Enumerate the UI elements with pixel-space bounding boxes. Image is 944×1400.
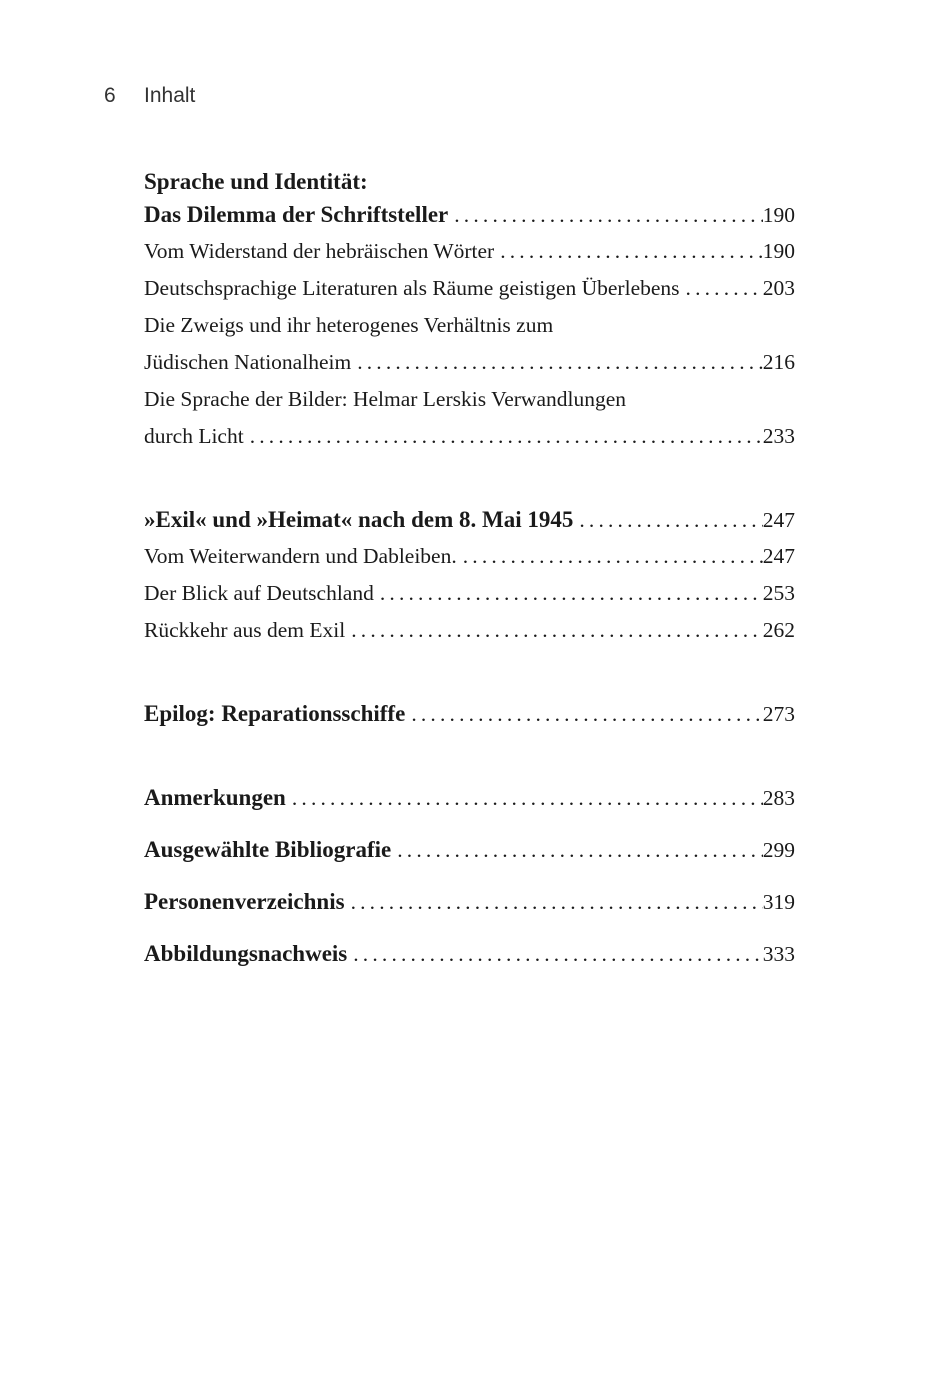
toc-entry-title: Rückkehr aus dem Exil: [144, 618, 346, 642]
toc-section-title: Ausgewählte Bibliografie: [144, 837, 392, 862]
dot-leader: [405, 704, 762, 726]
toc-page-number: 247: [762, 544, 795, 568]
dot-leader: [573, 510, 762, 532]
page-number: 6: [104, 84, 116, 107]
toc-entry[interactable]: [144, 583, 795, 605]
toc-entry[interactable]: [144, 546, 795, 568]
toc-entry: [144, 315, 795, 337]
dot-leader: [347, 944, 763, 966]
toc-section-heading[interactable]: [144, 838, 795, 862]
toc-page-number: 233: [762, 424, 795, 448]
toc-entry-title: Die Sprache der Bilder: Helmar Lerskis Verwandlungen: [144, 387, 627, 411]
toc-section-heading: [144, 170, 795, 193]
toc-entry[interactable]: [144, 278, 795, 300]
toc-section-heading[interactable]: [144, 203, 795, 227]
dot-leader: [457, 546, 763, 568]
toc-entry-title: durch Licht: [144, 424, 244, 448]
toc-entry[interactable]: [144, 352, 795, 374]
toc-entry-title: Deutschsprachige Literaturen als Räume geistigen Überlebens: [144, 276, 680, 300]
toc-entry-title: Jüdischen Nationalheim: [144, 350, 352, 374]
toc-page-number: 262: [762, 618, 795, 642]
toc-page-number: 190: [762, 203, 795, 227]
toc-entry: [144, 389, 795, 411]
toc-section-title: Abbildungsnachweis: [144, 941, 348, 966]
toc-section-heading[interactable]: [144, 786, 795, 810]
toc-entry-title: Die Zweigs und ihr heterogenes Verhältnis zum: [144, 313, 554, 337]
toc-page-number: 247: [762, 508, 795, 532]
dot-leader: [286, 788, 763, 810]
toc-page-number: 319: [762, 890, 795, 914]
dot-leader: [680, 278, 763, 300]
toc-page-number: 273: [762, 702, 795, 726]
toc-entry-title: Vom Weiterwandern und Dableiben.: [144, 544, 457, 568]
toc-entry[interactable]: [144, 620, 795, 642]
dot-leader: [494, 241, 763, 263]
toc-section-title: »Exil« und »Heimat« nach dem 8. Mai 1945: [144, 507, 574, 532]
running-head-title: Inhalt: [144, 84, 196, 107]
dot-leader: [345, 620, 763, 642]
dot-leader: [391, 840, 763, 862]
toc-entry[interactable]: [144, 241, 795, 263]
toc-page-number: 299: [762, 838, 795, 862]
toc-section-heading[interactable]: [144, 890, 795, 914]
toc-section-title: Personenverzeichnis: [144, 889, 345, 914]
toc-page-number: 333: [762, 942, 795, 966]
dot-leader: [244, 426, 763, 448]
toc-section-title: Anmerkungen: [144, 785, 286, 810]
dot-leader: [345, 892, 763, 914]
toc-section-heading[interactable]: [144, 702, 795, 726]
dot-leader: [351, 352, 763, 374]
toc-entry[interactable]: [144, 426, 795, 448]
toc-section-title: Das Dilemma der Schriftsteller: [144, 202, 449, 227]
toc-section-heading[interactable]: [144, 942, 795, 966]
toc-page-number: 283: [762, 786, 795, 810]
toc-page-number: 216: [762, 350, 795, 374]
dot-leader: [374, 583, 763, 605]
toc-section-heading[interactable]: [144, 508, 795, 532]
dot-leader: [448, 205, 763, 227]
toc-page-number: 190: [762, 239, 795, 263]
toc-section-title: Epilog: Reparationsschiffe: [144, 701, 406, 726]
toc-section-title: Sprache und Identität:: [144, 169, 368, 194]
running-head: [104, 84, 195, 108]
toc-page-number: 253: [762, 581, 795, 605]
toc-entry-title: Vom Widerstand der hebräischen Wörter: [144, 239, 495, 263]
toc-entry-title: Der Blick auf Deutschland: [144, 581, 374, 605]
toc-page-number: 203: [762, 276, 795, 300]
